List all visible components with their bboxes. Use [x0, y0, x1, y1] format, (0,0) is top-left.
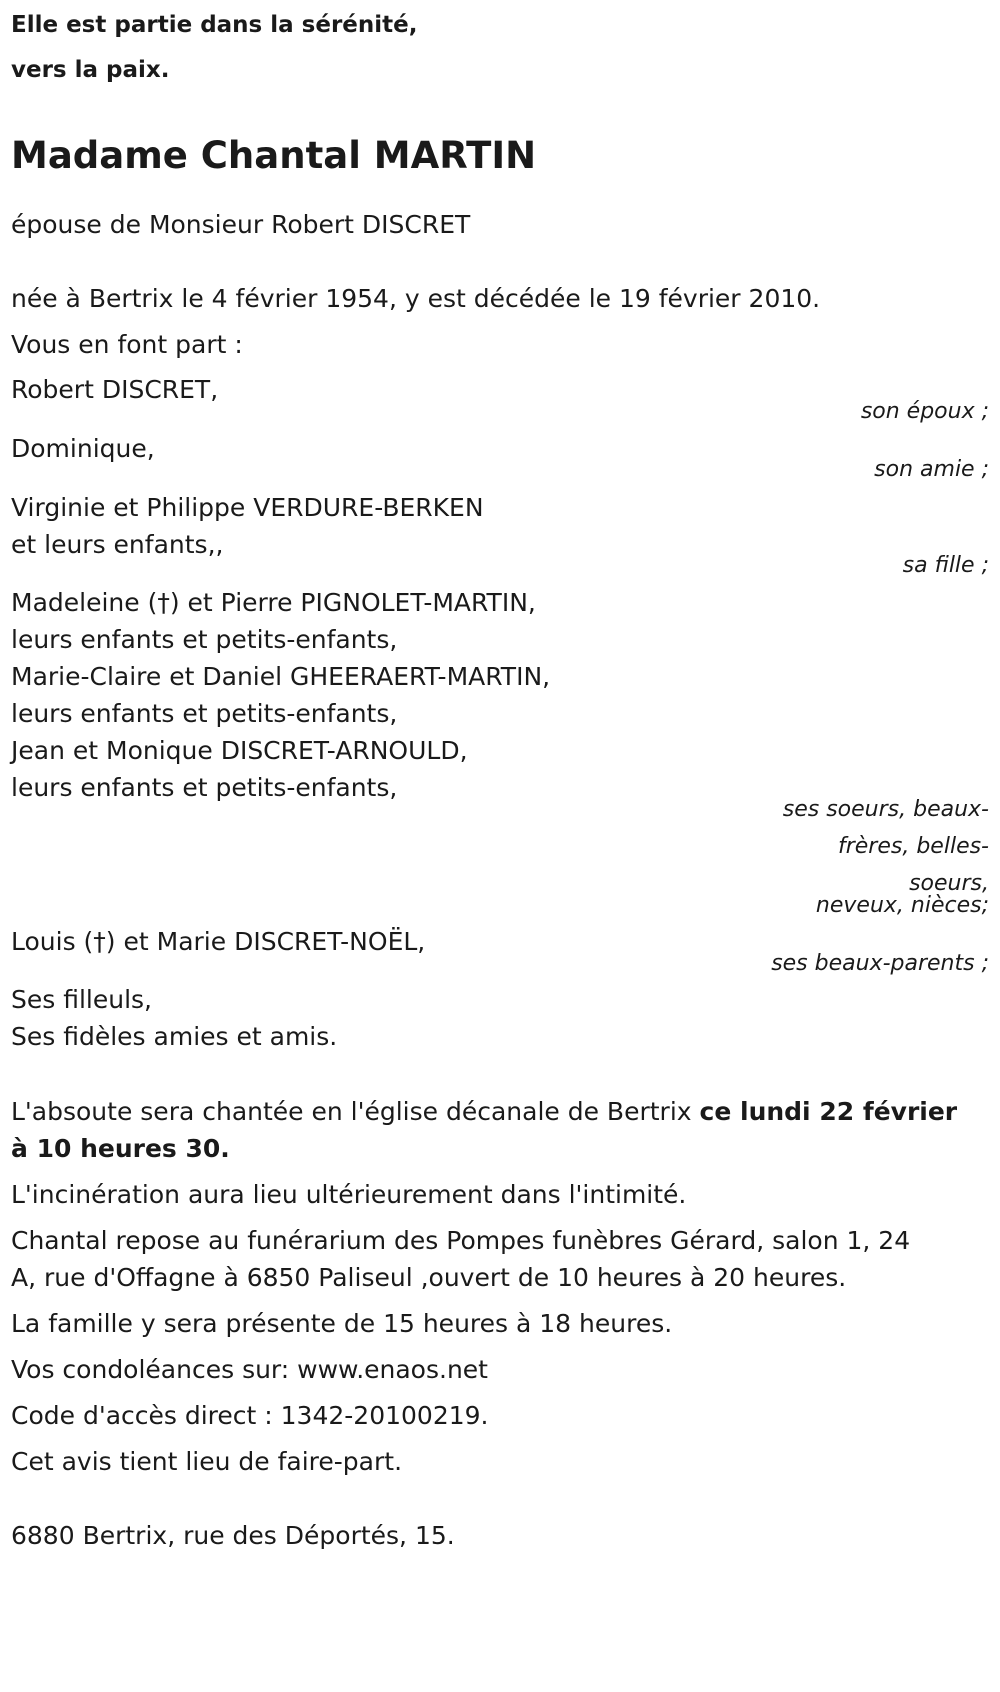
faire-part-line: Cet avis tient lieu de faire-part. — [11, 1447, 403, 1476]
absoute-time: à 10 heures 30. — [11, 1134, 230, 1163]
relation-siblings-2: frères, belles- — [837, 834, 989, 859]
family-robert: Robert DISCRET, — [11, 375, 219, 404]
family-sibling-5: Jean et Monique DISCRET-ARNOULD, — [11, 736, 468, 765]
relation-virginie: sa fille ; — [902, 553, 989, 578]
relation-siblings-4: neveux, nièces; — [815, 893, 989, 918]
absoute-line-1 — [11, 1095, 957, 1129]
relation-dominique: son amie ; — [874, 457, 989, 482]
condoleances-line: Vos condoléances sur: www.enaos.net — [11, 1355, 488, 1384]
repose-line-2: A, rue d'Offagne à 6850 Paliseul ,ouvert de 10 heures à 20 heures. — [11, 1263, 847, 1292]
family-amis: Ses fidèles amies et amis. — [11, 1022, 338, 1051]
family-virginie-2: et leurs enfants,, — [11, 530, 224, 559]
relation-siblings-1: ses soeurs, beaux- — [782, 797, 989, 822]
absoute-date: ce lundi 22 février — [699, 1097, 958, 1126]
family-sibling-3: Marie-Claire et Daniel GHEERAERT-MARTIN, — [11, 662, 551, 691]
family-sibling-2: leurs enfants et petits-enfants, — [11, 625, 398, 654]
birth-death-line: née à Bertrix le 4 février 1954, y est décédée le 19 février 2010. — [11, 284, 821, 313]
relation-siblings-3: soeurs, — [909, 871, 989, 896]
spouse-line: épouse de Monsieur Robert DISCRET — [11, 210, 471, 239]
repose-line-1: Chantal repose au funérarium des Pompes funèbres Gérard, salon 1, 24 — [11, 1226, 911, 1255]
family-filleuls: Ses filleuls, — [11, 985, 153, 1014]
family-louis: Louis (†) et Marie DISCRET-NOËL, — [11, 927, 426, 956]
incineration-line: L'incinération aura lieu ultérieurement dans l'intimité. — [11, 1180, 687, 1209]
family-sibling-6: leurs enfants et petits-enfants, — [11, 773, 398, 802]
announce-line: Vous en font part : — [11, 330, 243, 359]
code-line: Code d'accès direct : 1342-20100219. — [11, 1401, 489, 1430]
intro-line-2: vers la paix. — [11, 57, 170, 83]
deceased-name: Madame Chantal MARTIN — [11, 134, 537, 177]
absoute-text: L'absoute sera chantée en l'église décanale de Bertrix — [11, 1097, 700, 1126]
family-sibling-1: Madeleine (†) et Pierre PIGNOLET-MARTIN, — [11, 588, 536, 617]
family-virginie-1: Virginie et Philippe VERDURE-BERKEN — [11, 493, 484, 522]
relation-robert: son époux ; — [860, 399, 989, 424]
address-line: 6880 Bertrix, rue des Déportés, 15. — [11, 1521, 455, 1550]
family-sibling-4: leurs enfants et petits-enfants, — [11, 699, 398, 728]
intro-line-1: Elle est partie dans la sérénité, — [11, 12, 418, 38]
relation-louis: ses beaux-parents ; — [771, 951, 989, 976]
famille-line: La famille y sera présente de 15 heures à 18 heures. — [11, 1309, 673, 1338]
family-dominique: Dominique, — [11, 434, 155, 463]
